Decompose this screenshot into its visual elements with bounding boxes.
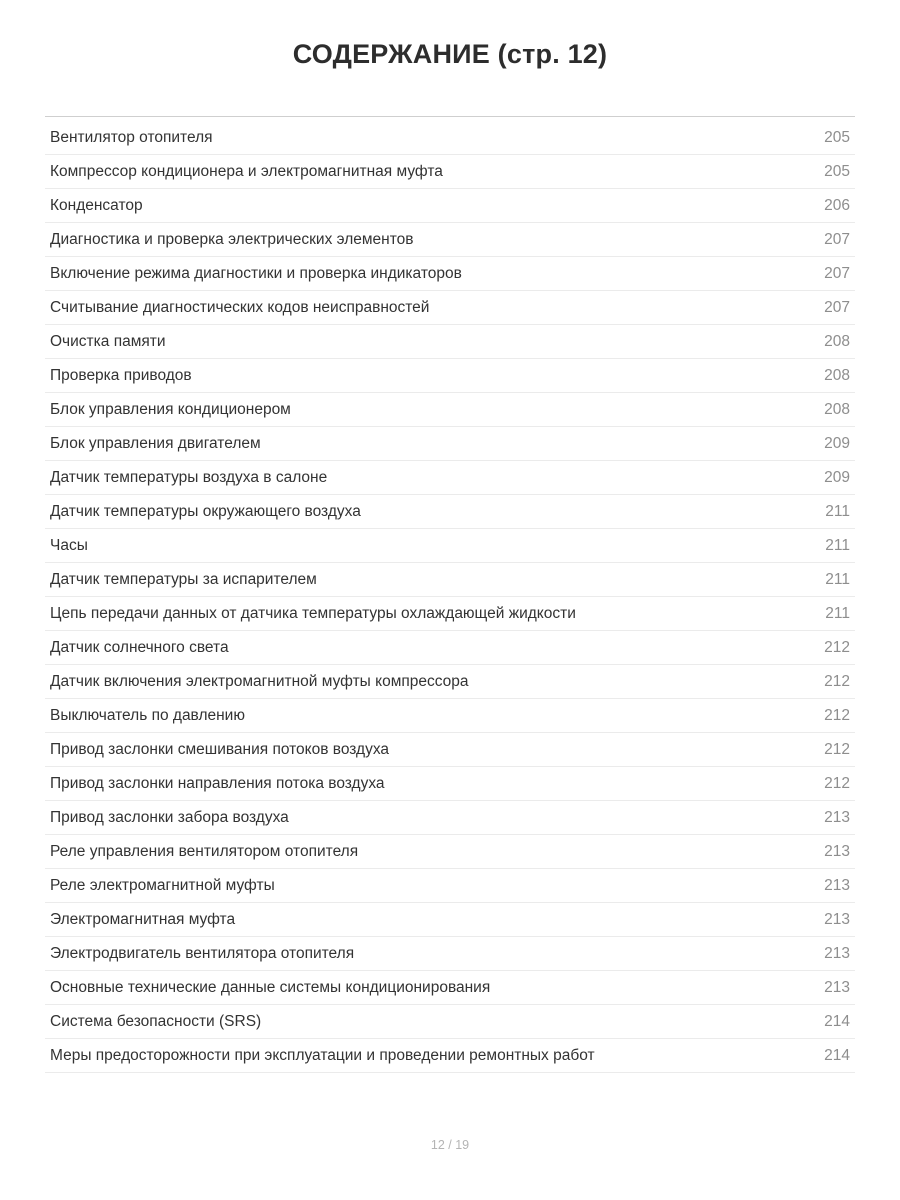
toc-entry[interactable] [45, 495, 855, 529]
toc-entry-label: Часы [50, 536, 88, 554]
toc-entry-label: Конденсатор [50, 196, 143, 214]
toc-entry[interactable] [45, 767, 855, 801]
toc-entry-page-number: 211 [825, 570, 850, 588]
page-title: СОДЕРЖАНИЕ (стр. 12) [292, 39, 608, 69]
toc-entry[interactable] [45, 393, 855, 427]
toc-entry-label: Выключатель по давлению [50, 706, 245, 724]
toc-entry[interactable] [45, 801, 855, 835]
toc-entry-label: Датчик температуры за испарителем [50, 570, 317, 588]
toc-entry-page-number: 212 [824, 672, 850, 690]
toc-entry-page-number: 213 [824, 910, 850, 928]
toc-entry-page-number: 208 [824, 400, 850, 418]
toc-entry-label: Система безопасности (SRS) [50, 1012, 262, 1030]
toc-entry-label: Датчик температуры воздуха в салоне [50, 468, 328, 486]
toc-entry-label: Блок управления двигателем [50, 434, 261, 452]
toc-entry-page-number: 206 [824, 196, 850, 214]
toc-entry-label: Реле электромагнитной муфты [50, 876, 275, 894]
toc-entry[interactable] [45, 291, 855, 325]
toc-entry-page-number: 212 [824, 740, 850, 758]
toc-entry-label: Датчик солнечного света [50, 638, 229, 656]
toc-entry[interactable] [45, 563, 855, 597]
toc-entry-page-number: 213 [824, 978, 850, 996]
toc-entry[interactable] [45, 189, 855, 223]
toc-entry[interactable] [45, 597, 855, 631]
toc-entry-page-number: 211 [825, 502, 850, 520]
toc-entry-page-number: 205 [824, 162, 850, 180]
toc-entry-label: Проверка приводов [50, 366, 192, 384]
toc-entry[interactable] [45, 631, 855, 665]
toc-entry-page-number: 213 [824, 876, 850, 894]
toc-entry[interactable] [45, 461, 855, 495]
toc-entry-label: Датчик включения электромагнитной муфты компрессора [50, 672, 469, 690]
toc-entry-label: Вентилятор отопителя [50, 128, 213, 146]
toc-entry[interactable] [45, 835, 855, 869]
toc-entry[interactable] [45, 359, 855, 393]
toc-entry[interactable] [45, 257, 855, 291]
toc-entry[interactable] [45, 699, 855, 733]
toc-entry-page-number: 213 [824, 808, 850, 826]
toc-entry-label: Компрессор кондиционера и электромагнитная муфта [50, 162, 443, 180]
toc-entry[interactable] [45, 733, 855, 767]
toc-entry-label: Включение режима диагностики и проверка индикаторов [50, 264, 462, 282]
toc-entry-label: Привод заслонки смешивания потоков воздуха [50, 740, 390, 758]
toc-entry-label: Основные технические данные системы кондиционирования [50, 978, 491, 996]
toc-entry-label: Цепь передачи данных от датчика температуры охлаждающей жидкости [50, 604, 576, 622]
footer-pagination: 12 / 19 [430, 1138, 470, 1152]
toc-entry[interactable] [45, 427, 855, 461]
toc-entry-page-number: 214 [824, 1046, 850, 1064]
toc-entry-page-number: 213 [824, 944, 850, 962]
toc-entry[interactable] [45, 325, 855, 359]
toc-entry-page-number: 208 [824, 332, 850, 350]
toc-entry-label: Привод заслонки забора воздуха [50, 808, 289, 826]
toc-entry-label: Блок управления кондиционером [50, 400, 291, 418]
toc-entry-label: Привод заслонки направления потока воздуха [50, 774, 385, 792]
toc-entry-label: Меры предосторожности при эксплуатации и проведении ремонтных работ [50, 1046, 595, 1064]
toc-entry-label: Очистка памяти [50, 332, 166, 350]
toc-entry-label: Диагностика и проверка электрических элементов [50, 230, 414, 248]
toc-entry[interactable] [45, 1005, 855, 1039]
toc-entry-page-number: 207 [824, 230, 850, 248]
toc-entry-label: Датчик температуры окружающего воздуха [50, 502, 361, 520]
toc-entry[interactable] [45, 121, 855, 155]
toc-entry-page-number: 205 [824, 128, 850, 146]
toc-entry-label: Считывание диагностических кодов неисправностей [50, 298, 430, 316]
toc-entry[interactable] [45, 937, 855, 971]
toc-entry[interactable] [45, 665, 855, 699]
toc-entry-page-number: 212 [824, 638, 850, 656]
table-of-contents-list [45, 117, 855, 1073]
toc-entry[interactable] [45, 869, 855, 903]
toc-entry[interactable] [45, 529, 855, 563]
toc-entry-page-number: 214 [824, 1012, 850, 1030]
toc-entry-page-number: 207 [824, 298, 850, 316]
toc-entry-label: Электромагнитная муфта [50, 910, 236, 928]
toc-entry-page-number: 212 [824, 774, 850, 792]
toc-entry-label: Реле управления вентилятором отопителя [50, 842, 359, 860]
toc-entry-page-number: 211 [825, 604, 850, 622]
toc-entry[interactable] [45, 971, 855, 1005]
toc-entry[interactable] [45, 223, 855, 257]
toc-entry-page-number: 208 [824, 366, 850, 384]
toc-entry[interactable] [45, 1039, 855, 1073]
toc-entry-page-number: 209 [824, 468, 850, 486]
toc-entry-label: Электродвигатель вентилятора отопителя [50, 944, 355, 962]
toc-entry[interactable] [45, 903, 855, 937]
toc-entry-page-number: 209 [824, 434, 850, 452]
toc-entry[interactable] [45, 155, 855, 189]
toc-entry-page-number: 212 [824, 706, 850, 724]
toc-entry-page-number: 211 [825, 536, 850, 554]
toc-entry-page-number: 213 [824, 842, 850, 860]
toc-entry-page-number: 207 [824, 264, 850, 282]
